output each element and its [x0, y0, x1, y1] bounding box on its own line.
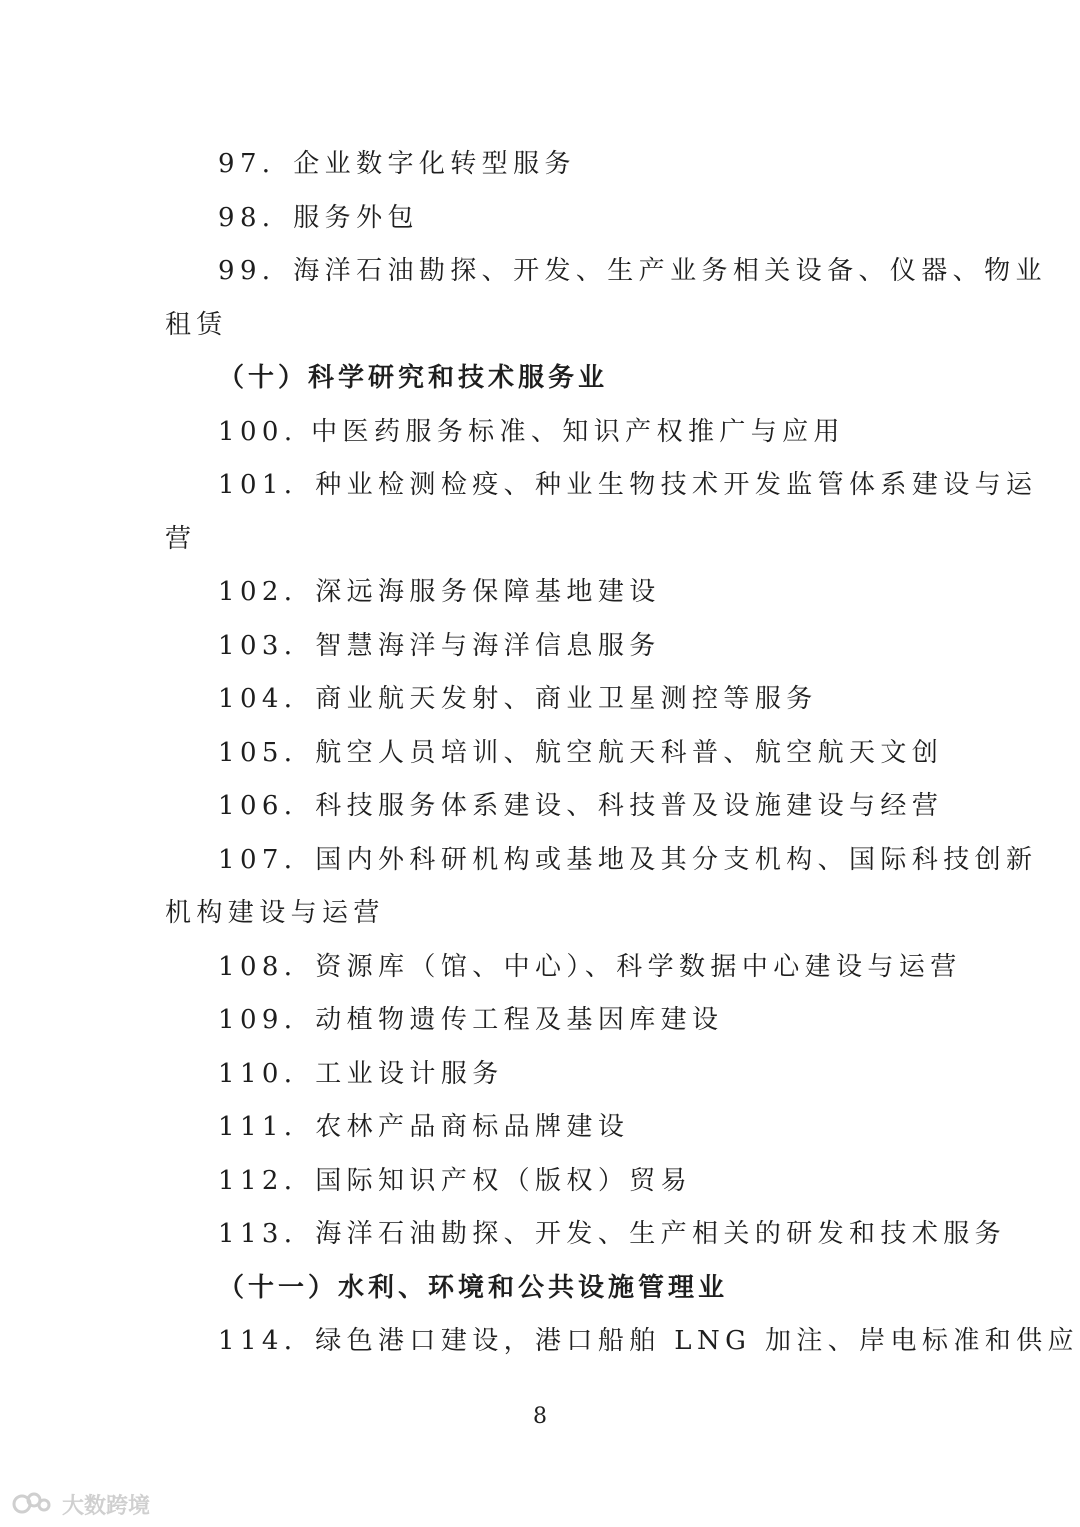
list-item-line: 101．种业检测检疫、种业生物技术开发监管体系建设与运 [218, 470, 1038, 500]
section-heading: （十一）水利、环境和公共设施管理业 [218, 1272, 729, 1303]
list-item-line: 99．海洋石油勘探、开发、生产业务相关设备、仪器、物业 [218, 256, 1047, 286]
list-item-line: 105．航空人员培训、航空航天科普、航空航天文创 [218, 737, 944, 768]
list-item-line: 100. 中医药服务标准、知识产权推广与应用 [218, 416, 845, 447]
list-item-line: 104．商业航天发射、商业卫星测控等服务 [218, 684, 818, 714]
list-item-line: 114．绿色港口建设，港口船舶 LNG 加注、岸电标准和供应 [218, 1326, 1079, 1356]
list-item-line: 113．海洋石油勘探、开发、生产相关的研发和技术服务 [218, 1219, 1007, 1249]
list-item-line: 108．资源库（馆、中心）、科学数据中心建设与运营 [218, 951, 962, 982]
list-item-line: 110．工业设计服务 [218, 1058, 504, 1089]
list-item-line: 机构建设与运营 [165, 898, 385, 928]
list-item-line: 营 [165, 523, 197, 554]
watermark [10, 1488, 150, 1520]
list-item-line: 112．国际知识产权（版权）贸易 [218, 1165, 693, 1196]
list-item-line: 106．科技服务体系建设、科技普及设施建设与经营 [218, 791, 944, 821]
watermark-text: 大数跨境 [62, 1493, 151, 1519]
page-number: 8 [533, 1404, 547, 1429]
section-heading: （十）科学研究和技术服务业 [218, 363, 609, 393]
list-item-line: 103．智慧海洋与海洋信息服务 [218, 630, 661, 661]
list-item-line: 租赁 [165, 309, 228, 340]
brand-logo-icon [10, 1489, 54, 1519]
list-item-line: 102．深远海服务保障基地建设 [218, 577, 661, 607]
list-item-line: 98．服务外包 [218, 202, 419, 233]
list-item-line: 97．企业数字化转型服务 [218, 149, 576, 179]
list-item-line: 107．国内外科研机构或基地及其分支机构、国际科技创新 [218, 844, 1038, 875]
list-item-line: 111．农林产品商标品牌建设 [218, 1112, 630, 1142]
list-item-line: 109．动植物遗传工程及基因库建设 [218, 1005, 724, 1035]
